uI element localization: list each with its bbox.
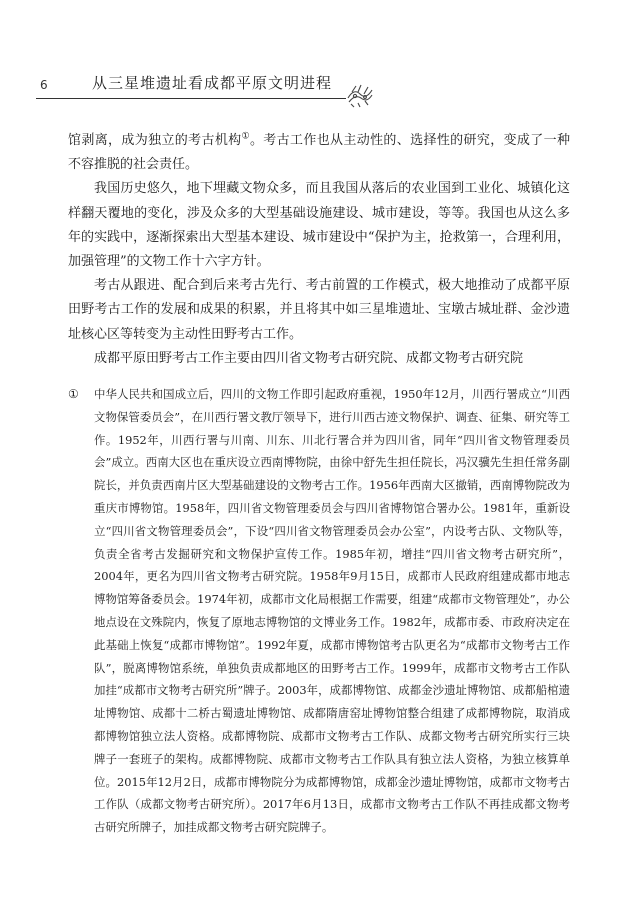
paragraph-4: 成都平原田野考古工作主要由四川省文物考古研究院、成都文物考古研究院	[94, 350, 524, 366]
fish-pattern-ornament-icon	[346, 82, 374, 108]
paragraph-3: 考古从跟进、配合到后来考古先行、考古前置的工作模式，极大地推动了成都平原田野考古工作的发展和成果的积累，并且将其中如三星堆遗址、宝墩古城址群、金沙遗址核心区等转变为主动性田野考古工作。	[68, 278, 570, 342]
footnote-number: ①	[68, 387, 79, 401]
paragraph-1-start: 馆剥离，成为独立的考古机构	[68, 133, 242, 148]
footnote-reference[interactable]: ①	[241, 131, 250, 142]
running-header	[36, 64, 602, 104]
running-title: 从三星堆遗址看成都平原文明进程	[92, 74, 333, 92]
paragraph-2: 我国历史悠久，地下埋藏文物众多，而且我国从落后的农业国到工业化、城镇化这样翻天覆地的变化，涉及众多的大型基础设施建设、城市建设，等等。我国也从这么多年的实践中，逐渐探索出大型基本建设、城市建设中“保护为主，抢救第一，合理利用，加强管理”的文物工作十六字方针。	[68, 181, 570, 270]
paragraph-1-rest: 。考古工作也从主动性的、选择性的研究，变成了一种不容推脱的社会责任。	[68, 133, 570, 173]
body-text	[68, 129, 570, 371]
paragraph-1	[68, 129, 570, 177]
footnote-text: 中华人民共和国成立后，四川的文物工作即引起政府重视，1950年12月，川西行署成立“川西文物保管委员会”，在川西行署文教厅领导下，进行川西古迹文物保护、调查、征集、研究等工作。1952年，川西行署与川南、川东、川北行署合并为四川省，同年“四川省文物管理委员会”成立。西南大区也在重庆设立西南博物院，由徐中舒先生担任院长，冯汉骥先生担任常务副院长，并负责西南片区大型基础建设的文物考古工作。1956年西南大区撤销，西南博物院改为重庆市博物馆。1958年，四川省文物管理委员会与四川省博物馆合署办公。1981年，重新设立“四川省文物管理委员会”，下设“四川省文物管理委员会办公室”，内设考古队、文物队等，负责全省考古发掘研究和文物保护宣传工作。1985年初，增挂“四川省文物考古研究所”，2004年，更名为四川省文物考古研究院。1958年9月15日，成都市人民政府组建成都市地志博物馆筹备委员会。1974年初，成都市文化局根据工作需要，组建“成都市文物管理处”，办公地点设在文殊院内，恢复了原地志博物馆的文博业务工作。1982年，成都市委、市政府决定在此基础上恢复“成都市博物馆”。1992年夏，成都市博物馆考古队更名为“成都市文物考古工作队”，脱离博物馆系统，单独负责成都地区的田野考古工作。1999年，成都市文物考古工作队加挂“成都市文物考古研究所”牌子。2003年，成都博物馆、成都金沙遗址博物馆、成都船棺遗址博物馆、成都十二桥古蜀遗址博物馆、成都隋唐窑址博物馆整合组建了成都博物院，取消成都博物馆独立法人资格。成都博物院、成都市文物考古工作队、成都文物考古研究所实行三块牌子一套班子的架构。成都博物院、成都市文物考古工作队具有独立法人资格，为独立核算单位。2015年12月2日，成都市博物院分为成都博物馆，成都金沙遗址博物馆，成都市文物考古工作队（成都文物考古研究所）。2017年6月13日，成都市文物考古工作队不再挂成都文物考古研究所牌子，加挂成都文物考古研究院牌子。	[94, 387, 570, 835]
header-rule	[36, 98, 346, 99]
page-number: 6	[40, 78, 48, 92]
